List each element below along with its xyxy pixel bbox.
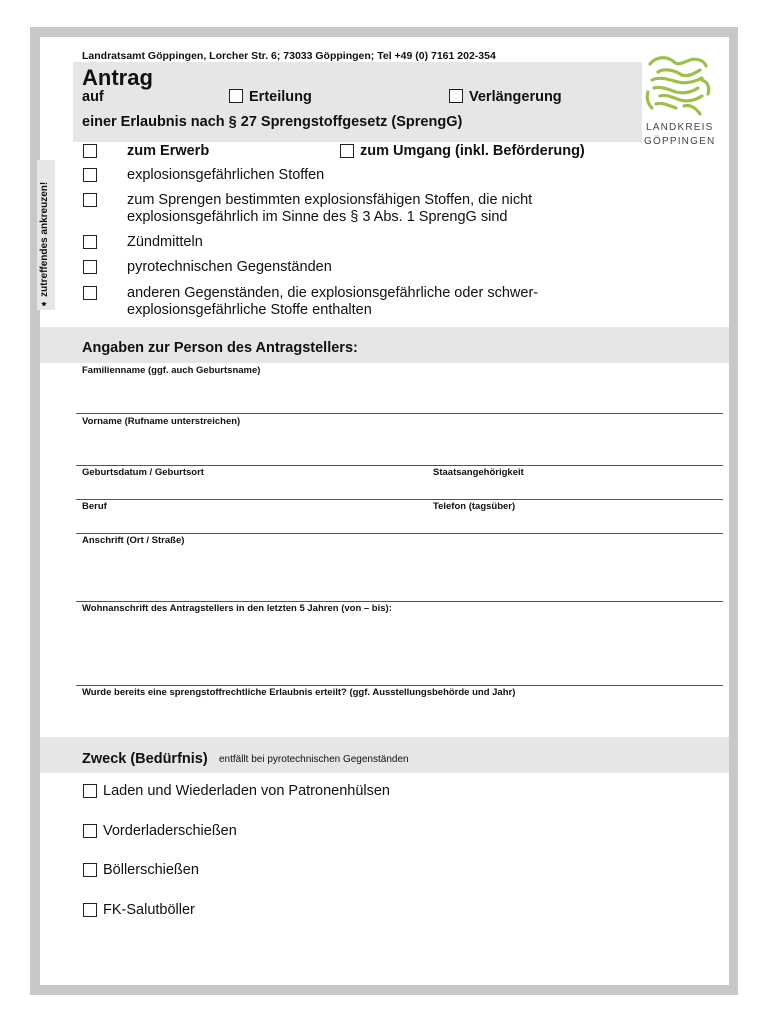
geburt-label: Geburtsdatum / Geburtsort — [82, 467, 204, 478]
vorname-label: Vorname (Rufname unterstreichen) — [82, 416, 241, 427]
zweck-laden-label: Laden und Wiederladen von Patronenhülsen — [103, 783, 390, 799]
zweck-fk-checkbox[interactable] — [83, 903, 97, 917]
item-andere-line1: anderen Gegenständen, die explosionsgefährliche oder schwer- — [127, 285, 539, 301]
anschrift-line[interactable] — [76, 601, 723, 602]
address-line: Landratsamt Göppingen, Lorcher Str. 6; 73033 Göppingen; Tel +49 (0) 7161 202-354 — [82, 50, 496, 62]
form-title: Antrag — [82, 65, 153, 90]
landkreis-logo — [640, 52, 716, 148]
item-pyro-checkbox[interactable] — [83, 260, 97, 274]
verlaengerung-checkbox[interactable] — [449, 89, 463, 103]
erlaubnis-label: Wurde bereits eine sprengstoffrechtliche Erlaubnis erteilt? (ggf. Ausstellungsbehörde und Jahr) — [82, 687, 516, 698]
form-subtitle: einer Erlaubnis nach § 27 Sprengstoffgesetz (SprengG) — [82, 114, 463, 130]
item-andere-line2: explosionsgefährliche Stoffe enthalten — [127, 302, 372, 318]
geburt-line[interactable] — [76, 499, 723, 500]
telefon-label: Telefon (tagsüber) — [433, 501, 516, 512]
anschrift-label: Anschrift (Ort / Straße) — [82, 535, 185, 546]
auf-label: auf — [82, 89, 104, 105]
umgang-checkbox[interactable] — [340, 144, 354, 158]
item-stoffe-label: explosionsgefährlichen Stoffen — [127, 167, 325, 183]
lion-icon — [640, 52, 716, 122]
item-pyro-label: pyrotechnischen Gegenständen — [127, 259, 332, 275]
familienname-line[interactable] — [76, 413, 723, 414]
zweck-boeller-label: Böllerschießen — [103, 862, 199, 878]
zweck-vorderlader-checkbox[interactable] — [83, 824, 97, 838]
zweck-boeller-checkbox[interactable] — [83, 863, 97, 877]
side-hint-text — [39, 182, 50, 308]
verlaengerung-label: Verlängerung — [469, 89, 562, 105]
logo-text-goeppingen: GÖPPINGEN — [644, 136, 716, 147]
item-sprengen-line1: zum Sprengen bestimmten explosionsfähigen Stoffen, die nicht — [127, 192, 533, 208]
side-hint-label: zutreffendes ankreuzen! — [39, 181, 50, 297]
erwerb-label: zum Erwerb — [127, 143, 210, 159]
side-hint-band — [37, 160, 55, 310]
item-andere-checkbox[interactable] — [83, 286, 97, 300]
beruf-label: Beruf — [82, 501, 107, 512]
vorname-line[interactable] — [76, 465, 723, 466]
zweck-fk-label: FK-Salutböller — [103, 902, 195, 918]
item-sprengen-checkbox[interactable] — [83, 193, 97, 207]
erwerb-checkbox[interactable] — [83, 144, 97, 158]
staat-label: Staatsangehörigkeit — [433, 467, 524, 478]
arrow-right-icon: ➧ — [39, 296, 50, 308]
umgang-label: zum Umgang (inkl. Beförderung) — [360, 143, 585, 159]
wohnanschrift-line[interactable] — [76, 685, 723, 686]
item-zuendmittel-label: Zündmitteln — [127, 234, 203, 250]
zweck-laden-checkbox[interactable] — [83, 784, 97, 798]
item-stoffe-checkbox[interactable] — [83, 168, 97, 182]
erteilung-checkbox[interactable] — [229, 89, 243, 103]
item-sprengen-line2: explosionsgefährlich im Sinne des § 3 Abs. 1 SprengG sind — [127, 209, 508, 225]
erteilung-label: Erteilung — [249, 89, 312, 105]
wohnanschrift-label: Wohnanschrift des Antragstellers in den letzten 5 Jahren (von – bis): — [82, 603, 392, 614]
zweck-heading: Zweck (Bedürfnis) — [82, 751, 208, 767]
zweck-note: entfällt bei pyrotechnischen Gegenständen — [219, 754, 409, 765]
logo-text-landkreis: LANDKREIS — [646, 122, 714, 133]
item-zuendmittel-checkbox[interactable] — [83, 235, 97, 249]
person-heading: Angaben zur Person des Antragstellers: — [82, 340, 358, 356]
zweck-vorderlader-label: Vorderladerschießen — [103, 823, 237, 839]
beruf-line[interactable] — [76, 533, 723, 534]
familienname-label: Familienname (ggf. auch Geburtsname) — [82, 365, 261, 376]
